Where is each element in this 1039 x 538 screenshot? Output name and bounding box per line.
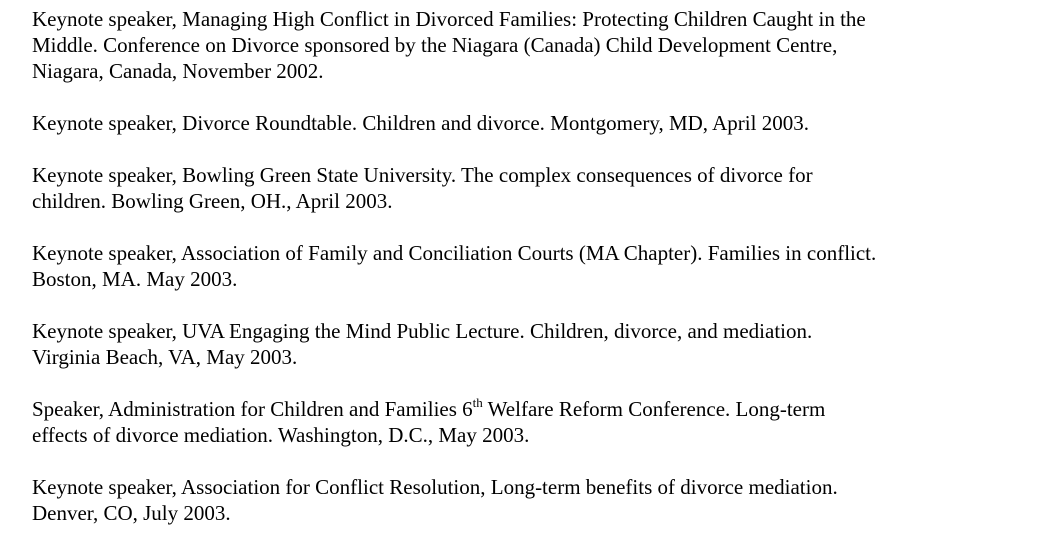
entry-line: children. Bowling Green, OH., April 2003.: [32, 189, 393, 213]
entry-line: Niagara, Canada, November 2002.: [32, 59, 324, 83]
entry-line: Denver, CO, July 2003.: [32, 501, 231, 525]
presentation-entry: [32, 474, 1019, 526]
entry-line: Keynote speaker, Association for Conflict Resolution, Long-term benefits of divorce mediation.: [32, 475, 838, 499]
entry-text: Welfare Reform Conference. Long-term: [482, 397, 826, 421]
ordinal-suffix: th: [472, 395, 483, 410]
entry-line: Virginia Beach, VA, May 2003.: [32, 345, 298, 369]
entry-text: Speaker, Administration for Children and Families 6: [32, 397, 473, 421]
presentation-entry: [32, 6, 1019, 84]
entry-line: effects of divorce mediation. Washington, D.C., May 2003.: [32, 423, 530, 447]
entry-line: Keynote speaker, Bowling Green State University. The complex consequences of divorce for: [32, 163, 813, 187]
presentation-entry: [32, 162, 1019, 214]
entry-line: Keynote speaker, Managing High Conflict in Divorced Families: Protecting Children Caught in the: [32, 7, 866, 31]
presentation-entry: [32, 318, 1019, 370]
presentation-entry: [32, 396, 1019, 448]
entry-line: Keynote speaker, Divorce Roundtable. Children and divorce. Montgomery, MD, April 2003.: [32, 111, 809, 135]
entry-line: Keynote speaker, UVA Engaging the Mind Public Lecture. Children, divorce, and mediation.: [32, 319, 813, 343]
presentation-entry: [32, 110, 1019, 136]
entry-line: Middle. Conference on Divorce sponsored by the Niagara (Canada) Child Development Centre,: [32, 33, 838, 57]
entry-line: Boston, MA. May 2003.: [32, 267, 238, 291]
entry-line: [32, 395, 1019, 422]
presentation-entry: [32, 240, 1019, 292]
entry-line: Keynote speaker, Association of Family and Conciliation Courts (MA Chapter). Families in conflict.: [32, 241, 877, 265]
